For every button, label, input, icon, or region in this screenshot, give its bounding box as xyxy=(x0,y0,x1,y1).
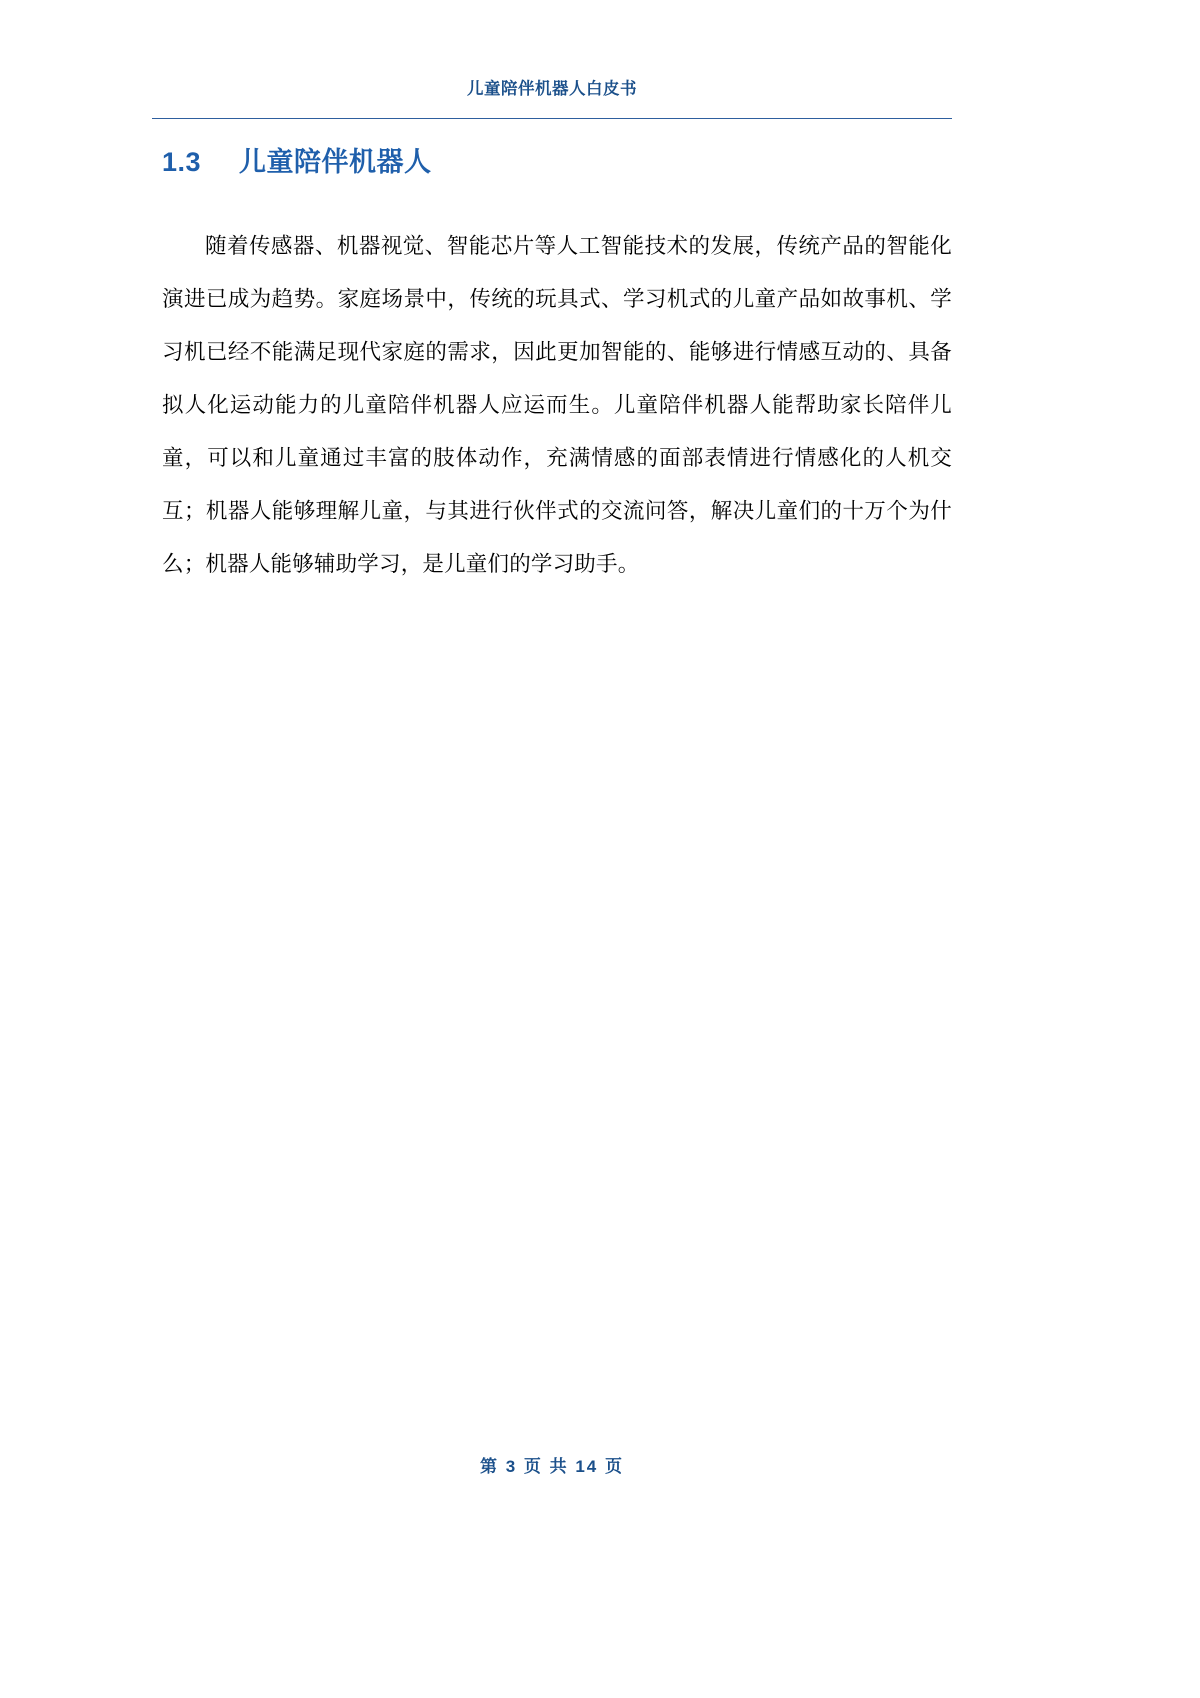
header-divider xyxy=(152,118,952,119)
document-header xyxy=(152,80,952,100)
page-content-area xyxy=(152,0,952,1698)
section-title: 儿童陪伴机器人 xyxy=(239,147,432,177)
page-number: 第 3 页 共 14 页 xyxy=(480,1457,624,1476)
header-title: 儿童陪伴机器人白皮书 xyxy=(467,80,637,98)
document-footer xyxy=(152,1452,952,1477)
section-number: 1.3 xyxy=(162,147,202,177)
body-paragraph: 随着传感器、机器视觉、智能芯片等人工智能技术的发展，传统产品的智能化演进已成为趋势。家庭场景中，传统的玩具式、学习机式的儿童产品如故事机、学习机已经不能满足现代家庭的需求，因此更加智能的、能够进行情感互动的、具备拟人化运动能力的儿童陪伴机器人应运而生。儿童陪伴机器人能帮助家长陪伴儿童，可以和儿童通过丰富的肢体动作，充满情感的面部表情进行情感化的人机交互；机器人能够理解儿童，与其进行伙伴式的交流问答，解决儿童们的十万个为什么；机器人能够辅助学习，是儿童们的学习助手。 xyxy=(162,233,952,576)
section-heading xyxy=(162,140,942,179)
